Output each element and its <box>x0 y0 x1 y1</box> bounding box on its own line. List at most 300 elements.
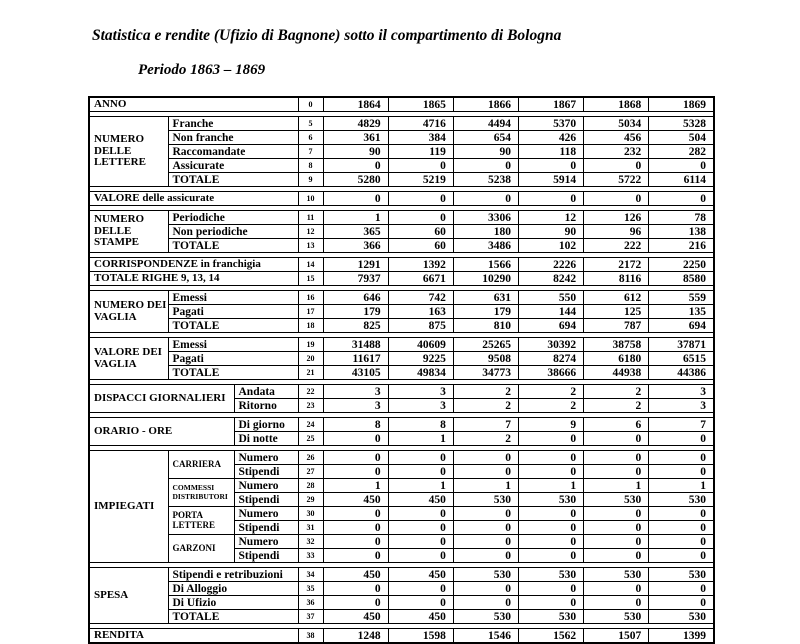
cell-value: 0 <box>388 507 453 521</box>
cell-value: 138 <box>649 225 714 239</box>
table-row <box>89 291 714 305</box>
cell-value: 44386 <box>649 366 714 380</box>
cell-value: 450 <box>323 568 388 582</box>
cell-value: 96 <box>584 225 649 239</box>
row-number: 14 <box>298 258 323 272</box>
cell-value: 7 <box>649 418 714 432</box>
cell-value: 1 <box>388 432 453 446</box>
table-row <box>89 629 714 644</box>
row-label: Di giorno <box>234 418 298 432</box>
row-number: 38 <box>298 629 323 644</box>
cell-value: 1868 <box>584 97 649 112</box>
cell-value: 1869 <box>649 97 714 112</box>
cell-value: 0 <box>649 535 714 549</box>
cell-value: 0 <box>388 549 453 563</box>
cell-value: 3306 <box>453 211 518 225</box>
table-row <box>89 159 714 173</box>
page-subtitle: Periodo 1863 – 1869 <box>138 62 266 78</box>
cell-value: 0 <box>584 451 649 465</box>
cell-value: 0 <box>453 535 518 549</box>
cell-value: 6114 <box>649 173 714 187</box>
table-row <box>89 418 714 432</box>
section-dispacci <box>89 385 714 413</box>
row-number: 21 <box>298 366 323 380</box>
cell-value: 530 <box>518 493 583 507</box>
table-row <box>89 225 714 239</box>
cell-value: 530 <box>453 493 518 507</box>
cell-value: 875 <box>388 319 453 333</box>
cell-value: 450 <box>323 610 388 624</box>
cell-value: 559 <box>649 291 714 305</box>
cell-value: 0 <box>453 549 518 563</box>
row-number: 24 <box>298 418 323 432</box>
table-row <box>89 145 714 159</box>
row-label: Franche <box>168 117 298 131</box>
cell-value: 1867 <box>518 97 583 112</box>
row-number: 9 <box>298 173 323 187</box>
cell-value: 365 <box>323 225 388 239</box>
row-label: CORRISPONDENZE in franchigia <box>89 258 298 272</box>
section-valore-vaglia <box>89 338 714 380</box>
table-row <box>89 568 714 582</box>
row-number: 7 <box>298 145 323 159</box>
cell-value: 504 <box>649 131 714 145</box>
cell-value: 8 <box>323 418 388 432</box>
cell-value: 742 <box>388 291 453 305</box>
table-row <box>89 117 714 131</box>
cell-value: 125 <box>584 305 649 319</box>
cell-value: 135 <box>649 305 714 319</box>
cell-value: 0 <box>388 451 453 465</box>
cell-value: 0 <box>323 521 388 535</box>
cell-value: 1 <box>453 479 518 493</box>
cell-value: 3 <box>388 399 453 413</box>
cell-value: 2 <box>453 432 518 446</box>
cell-value: 0 <box>453 159 518 173</box>
row-label: RENDITA <box>89 629 298 644</box>
row-number: 22 <box>298 385 323 399</box>
cell-value: 0 <box>518 465 583 479</box>
row-number: 16 <box>298 291 323 305</box>
cell-value: 0 <box>518 521 583 535</box>
table-row <box>89 239 714 253</box>
cell-value: 0 <box>388 521 453 535</box>
cell-value: 3 <box>323 399 388 413</box>
cell-value: 0 <box>518 535 583 549</box>
cell-value: 5370 <box>518 117 583 131</box>
cell-value: 0 <box>323 549 388 563</box>
table-row <box>89 385 714 399</box>
table-row <box>89 366 714 380</box>
row-label: TOTALE <box>168 239 298 253</box>
page-title: Statistica e rendite (Ufizio di Bagnone) sotto il compartimento di Bologna <box>92 27 562 44</box>
row-number: 35 <box>298 582 323 596</box>
cell-value: 0 <box>388 192 453 206</box>
cell-value: 4494 <box>453 117 518 131</box>
cell-value: 44938 <box>584 366 649 380</box>
cell-value: 3 <box>323 385 388 399</box>
cell-value: 4829 <box>323 117 388 131</box>
cell-value: 126 <box>584 211 649 225</box>
row-number: 29 <box>298 493 323 507</box>
section-numero-stampe <box>89 211 714 253</box>
cell-value: 0 <box>453 521 518 535</box>
cell-value: 0 <box>388 465 453 479</box>
table-row <box>89 352 714 366</box>
cell-value: 25265 <box>453 338 518 352</box>
cell-value: 8274 <box>518 352 583 366</box>
cell-value: 0 <box>388 211 453 225</box>
cell-value: 2172 <box>584 258 649 272</box>
table-row <box>89 596 714 610</box>
table-row <box>89 451 714 465</box>
row-label: Pagati <box>168 352 298 366</box>
cell-value: 1562 <box>518 629 583 644</box>
cell-value: 0 <box>323 582 388 596</box>
section-label: NUMERO DEI VAGLIA <box>89 291 168 333</box>
section-rendita <box>89 629 714 644</box>
row-label: Stipendi <box>234 493 298 507</box>
cell-value: 0 <box>453 507 518 521</box>
cell-value: 0 <box>584 521 649 535</box>
section-label: SPESA <box>89 568 168 624</box>
cell-value: 2 <box>453 385 518 399</box>
cell-value: 8580 <box>649 272 714 286</box>
cell-value: 450 <box>388 610 453 624</box>
cell-value: 0 <box>518 451 583 465</box>
section-label: VALORE DEI VAGLIA <box>89 338 168 380</box>
cell-value: 1546 <box>453 629 518 644</box>
cell-value: 6515 <box>649 352 714 366</box>
cell-value: 2250 <box>649 258 714 272</box>
cell-value: 0 <box>649 451 714 465</box>
row-number: 37 <box>298 610 323 624</box>
section-orario <box>89 418 714 446</box>
cell-value: 366 <box>323 239 388 253</box>
cell-value: 31488 <box>323 338 388 352</box>
row-label: Di Alloggio <box>168 582 298 596</box>
cell-value: 144 <box>518 305 583 319</box>
cell-value: 9508 <box>453 352 518 366</box>
row-number: 32 <box>298 535 323 549</box>
table-row <box>89 610 714 624</box>
row-label: Numero <box>234 479 298 493</box>
row-label: Stipendi e retribuzioni <box>168 568 298 582</box>
cell-value: 530 <box>649 568 714 582</box>
cell-value: 40609 <box>388 338 453 352</box>
row-number: 12 <box>298 225 323 239</box>
row-label: Raccomandate <box>168 145 298 159</box>
cell-value: 60 <box>388 239 453 253</box>
cell-value: 0 <box>649 596 714 610</box>
cell-value: 612 <box>584 291 649 305</box>
row-number: 5 <box>298 117 323 131</box>
table-row <box>89 211 714 225</box>
cell-value: 0 <box>649 432 714 446</box>
section-label: IMPIEGATI <box>89 451 168 563</box>
section-label: DISPACCI GIORNALIERI <box>89 385 234 413</box>
table-row <box>89 338 714 352</box>
row-number: 19 <box>298 338 323 352</box>
row-number: 25 <box>298 432 323 446</box>
group-label: CARRIERA <box>168 451 234 479</box>
group-label: COMMESSI DISTRIBUTORI <box>168 479 234 507</box>
section-spesa <box>89 568 714 624</box>
cell-value: 6 <box>584 418 649 432</box>
cell-value: 1864 <box>323 97 388 112</box>
cell-value: 0 <box>584 596 649 610</box>
row-label: Emessi <box>168 291 298 305</box>
cell-value: 5280 <box>323 173 388 187</box>
table-row <box>89 131 714 145</box>
cell-value: 0 <box>649 507 714 521</box>
cell-value: 0 <box>584 432 649 446</box>
cell-value: 1 <box>518 479 583 493</box>
row-label: ANNO <box>89 97 298 112</box>
cell-value: 5034 <box>584 117 649 131</box>
section-corrispondenze <box>89 258 714 286</box>
cell-value: 530 <box>518 568 583 582</box>
group-label: PORTA LETTERE <box>168 507 234 535</box>
table-row <box>89 258 714 272</box>
cell-value: 646 <box>323 291 388 305</box>
table-row <box>89 173 714 187</box>
cell-value: 0 <box>584 549 649 563</box>
cell-value: 180 <box>453 225 518 239</box>
row-label: Ritorno <box>234 399 298 413</box>
cell-value: 694 <box>518 319 583 333</box>
cell-value: 825 <box>323 319 388 333</box>
table-row <box>89 479 714 493</box>
cell-value: 0 <box>323 535 388 549</box>
table-row <box>89 582 714 596</box>
cell-value: 9225 <box>388 352 453 366</box>
cell-value: 38666 <box>518 366 583 380</box>
row-number: 30 <box>298 507 323 521</box>
row-number: 10 <box>298 192 323 206</box>
cell-value: 0 <box>323 432 388 446</box>
row-number: 23 <box>298 399 323 413</box>
row-label: Periodiche <box>168 211 298 225</box>
cell-value: 0 <box>518 582 583 596</box>
cell-value: 0 <box>453 582 518 596</box>
row-label: Stipendi <box>234 549 298 563</box>
cell-value: 0 <box>323 451 388 465</box>
row-number: 15 <box>298 272 323 286</box>
section-label: NUMERO DELLE LETTERE <box>89 117 168 187</box>
cell-value: 0 <box>518 507 583 521</box>
row-number: 11 <box>298 211 323 225</box>
cell-value: 222 <box>584 239 649 253</box>
cell-value: 1 <box>323 211 388 225</box>
cell-value: 456 <box>584 131 649 145</box>
cell-value: 2 <box>518 399 583 413</box>
cell-value: 10290 <box>453 272 518 286</box>
cell-value: 118 <box>518 145 583 159</box>
cell-value: 5238 <box>453 173 518 187</box>
cell-value: 450 <box>323 493 388 507</box>
cell-value: 1507 <box>584 629 649 644</box>
row-number: 18 <box>298 319 323 333</box>
cell-value: 38758 <box>584 338 649 352</box>
cell-value: 550 <box>518 291 583 305</box>
cell-value: 78 <box>649 211 714 225</box>
cell-value: 3 <box>388 385 453 399</box>
row-number: 20 <box>298 352 323 366</box>
cell-value: 787 <box>584 319 649 333</box>
section-numero-vaglia <box>89 291 714 333</box>
cell-value: 3486 <box>453 239 518 253</box>
cell-value: 90 <box>518 225 583 239</box>
cell-value: 0 <box>323 192 388 206</box>
cell-value: 1392 <box>388 258 453 272</box>
cell-value: 1 <box>649 479 714 493</box>
cell-value: 1865 <box>388 97 453 112</box>
cell-value: 0 <box>518 192 583 206</box>
cell-value: 530 <box>453 610 518 624</box>
statistics-table <box>88 96 715 644</box>
cell-value: 1598 <box>388 629 453 644</box>
cell-value: 654 <box>453 131 518 145</box>
cell-value: 8116 <box>584 272 649 286</box>
cell-value: 426 <box>518 131 583 145</box>
cell-value: 0 <box>453 192 518 206</box>
cell-value: 49834 <box>388 366 453 380</box>
cell-value: 1399 <box>649 629 714 644</box>
row-label: Di Ufizio <box>168 596 298 610</box>
section-label: NUMERO DELLE STAMPE <box>89 211 168 253</box>
cell-value: 0 <box>649 192 714 206</box>
row-number: 33 <box>298 549 323 563</box>
cell-value: 232 <box>584 145 649 159</box>
table-row <box>89 319 714 333</box>
cell-value: 3 <box>649 385 714 399</box>
section-label: ORARIO - ORE <box>89 418 234 446</box>
cell-value: 8 <box>388 418 453 432</box>
cell-value: 0 <box>649 465 714 479</box>
table-row <box>89 305 714 319</box>
cell-value: 0 <box>649 159 714 173</box>
row-label: Numero <box>234 451 298 465</box>
table-row <box>89 97 714 112</box>
cell-value: 2226 <box>518 258 583 272</box>
section-valore-assicurate <box>89 192 714 206</box>
cell-value: 37871 <box>649 338 714 352</box>
cell-value: 0 <box>649 549 714 563</box>
row-number: 6 <box>298 131 323 145</box>
cell-value: 530 <box>649 610 714 624</box>
row-label: Emessi <box>168 338 298 352</box>
row-label: TOTALE <box>168 319 298 333</box>
cell-value: 810 <box>453 319 518 333</box>
cell-value: 0 <box>649 582 714 596</box>
cell-value: 34773 <box>453 366 518 380</box>
cell-value: 2 <box>453 399 518 413</box>
row-label: TOTALE <box>168 366 298 380</box>
cell-value: 179 <box>453 305 518 319</box>
row-number: 28 <box>298 479 323 493</box>
cell-value: 11617 <box>323 352 388 366</box>
cell-value: 1248 <box>323 629 388 644</box>
cell-value: 530 <box>584 610 649 624</box>
cell-value: 530 <box>518 610 583 624</box>
cell-value: 5328 <box>649 117 714 131</box>
cell-value: 7 <box>453 418 518 432</box>
cell-value: 0 <box>518 549 583 563</box>
cell-value: 0 <box>388 596 453 610</box>
row-number: 34 <box>298 568 323 582</box>
cell-value: 1291 <box>323 258 388 272</box>
row-label: Numero <box>234 535 298 549</box>
cell-value: 102 <box>518 239 583 253</box>
cell-value: 530 <box>649 493 714 507</box>
row-number: 36 <box>298 596 323 610</box>
cell-value: 631 <box>453 291 518 305</box>
cell-value: 0 <box>518 596 583 610</box>
cell-value: 6180 <box>584 352 649 366</box>
row-label: Non franche <box>168 131 298 145</box>
row-label: TOTALE <box>168 173 298 187</box>
row-label: VALORE delle assicurate <box>89 192 298 206</box>
cell-value: 119 <box>388 145 453 159</box>
group-label: GARZONI <box>168 535 234 563</box>
cell-value: 0 <box>649 521 714 535</box>
cell-value: 0 <box>323 465 388 479</box>
cell-value: 3 <box>649 399 714 413</box>
cell-value: 9 <box>518 418 583 432</box>
cell-value: 0 <box>323 159 388 173</box>
cell-value: 0 <box>323 596 388 610</box>
cell-value: 0 <box>453 451 518 465</box>
section-numero-lettere <box>89 117 714 187</box>
cell-value: 2 <box>584 399 649 413</box>
cell-value: 450 <box>388 568 453 582</box>
cell-value: 694 <box>649 319 714 333</box>
row-label: TOTALE <box>168 610 298 624</box>
cell-value: 0 <box>453 596 518 610</box>
cell-value: 0 <box>584 159 649 173</box>
row-number: 31 <box>298 521 323 535</box>
row-number: 26 <box>298 451 323 465</box>
cell-value: 0 <box>584 192 649 206</box>
row-label: Assicurate <box>168 159 298 173</box>
cell-value: 90 <box>323 145 388 159</box>
cell-value: 8242 <box>518 272 583 286</box>
row-number: 13 <box>298 239 323 253</box>
cell-value: 1 <box>388 479 453 493</box>
cell-value: 1 <box>323 479 388 493</box>
cell-value: 1866 <box>453 97 518 112</box>
cell-value: 30392 <box>518 338 583 352</box>
cell-value: 0 <box>584 535 649 549</box>
cell-value: 2 <box>518 385 583 399</box>
cell-value: 0 <box>584 507 649 521</box>
cell-value: 0 <box>323 507 388 521</box>
row-label: Andata <box>234 385 298 399</box>
cell-value: 7937 <box>323 272 388 286</box>
row-label: Di notte <box>234 432 298 446</box>
cell-value: 450 <box>388 493 453 507</box>
row-number: 0 <box>298 97 323 112</box>
cell-value: 282 <box>649 145 714 159</box>
section-anno <box>89 97 714 112</box>
table-row <box>89 192 714 206</box>
row-number: 27 <box>298 465 323 479</box>
cell-value: 43105 <box>323 366 388 380</box>
cell-value: 4716 <box>388 117 453 131</box>
row-label: Stipendi <box>234 521 298 535</box>
cell-value: 1 <box>584 479 649 493</box>
